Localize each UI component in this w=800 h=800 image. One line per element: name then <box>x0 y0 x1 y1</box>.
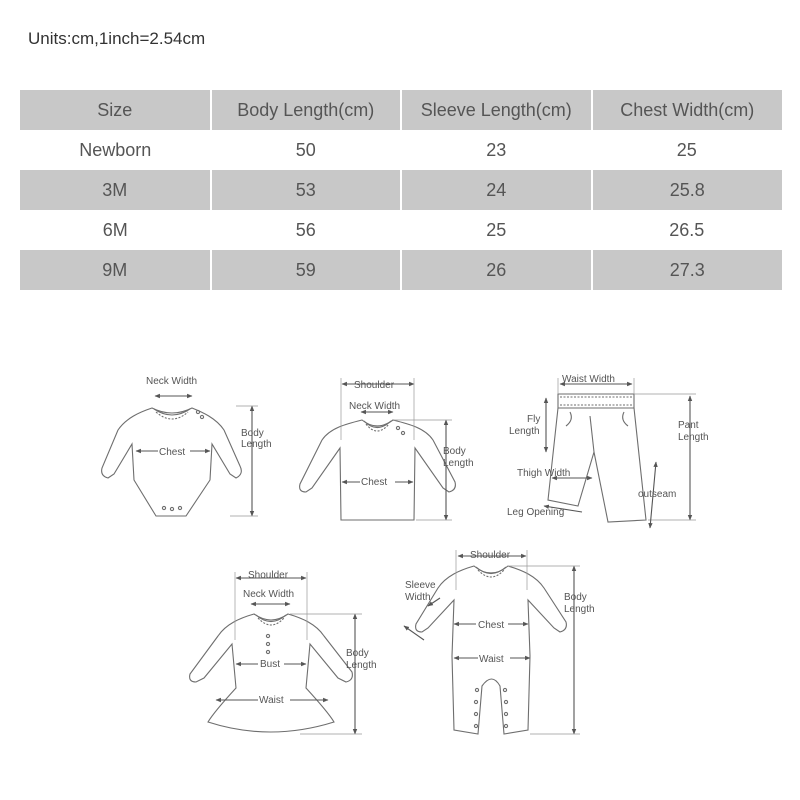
cell-sleeve-length: 23 <box>401 130 592 170</box>
romper-diagram <box>404 550 580 734</box>
cell-size: 6M <box>20 210 211 250</box>
dress-outline <box>190 614 353 732</box>
shirt-outline <box>300 420 456 520</box>
romper-waist-label: Waist <box>479 654 504 665</box>
pants-outline <box>548 408 646 522</box>
romper-width-label: Width <box>405 592 431 603</box>
bodysuit-neck-width-label: Neck Width <box>146 376 198 387</box>
units-note: Units:cm,1inch=2.54cm <box>28 29 206 48</box>
dress-bust-label: Bust <box>260 659 281 670</box>
dress-waist-label: Waist <box>259 695 284 706</box>
romper-shoulder-label: Shoulder <box>470 550 511 561</box>
cell-body-length: 56 <box>211 210 402 250</box>
pants-pant-length-label: Length <box>678 432 709 443</box>
cell-sleeve-length: 25 <box>401 210 592 250</box>
dress-length-label: Length <box>346 660 377 671</box>
shirt-body-label: Body <box>443 446 466 457</box>
cell-chest-width: 26.5 <box>592 210 783 250</box>
header-body-length: Body Length(cm) <box>211 90 402 130</box>
pants-fly-length-label: Length <box>509 426 540 437</box>
shirt-length-label: Length <box>443 458 474 469</box>
cell-body-length: 53 <box>211 170 402 210</box>
shirt-diagram <box>300 378 456 520</box>
shirt-shoulder-label: Shoulder <box>354 380 395 391</box>
cell-chest-width: 27.3 <box>592 250 783 290</box>
cell-body-length: 50 <box>211 130 402 170</box>
pants-outseam-label: outseam <box>638 489 677 500</box>
bodysuit-outline <box>102 408 242 516</box>
pants-thigh-width-label: Thigh Width <box>517 468 571 479</box>
pants-diagram <box>544 378 696 528</box>
romper-body-label: Body <box>564 592 587 603</box>
header-size: Size <box>20 90 211 130</box>
romper-outline <box>416 566 567 734</box>
bodysuit-length-label: Length <box>241 439 272 450</box>
header-sleeve-length: Sleeve Length(cm) <box>401 90 592 130</box>
cell-size: 9M <box>20 250 211 290</box>
pants-waistband <box>558 394 634 408</box>
cell-body-length: 59 <box>211 250 402 290</box>
cell-chest-width: 25 <box>592 130 783 170</box>
cell-size: Newborn <box>20 130 211 170</box>
cell-sleeve-length: 24 <box>401 170 592 210</box>
header-chest-width: Chest Width(cm) <box>592 90 783 130</box>
shirt-neck-width-label: Neck Width <box>349 401 401 412</box>
bodysuit-chest-label: Chest <box>159 447 186 458</box>
pants-pant-label: Pant <box>678 420 699 431</box>
dress-shoulder-label: Shoulder <box>248 570 289 581</box>
pants-waist-width-label: Waist Width <box>562 374 615 385</box>
romper-sleeve-label: Sleeve <box>405 580 436 591</box>
dress-body-label: Body <box>346 648 369 659</box>
bodysuit-body-label: Body <box>241 428 264 439</box>
romper-length-label: Length <box>564 604 595 615</box>
cell-sleeve-length: 26 <box>401 250 592 290</box>
dress-neck-width-label: Neck Width <box>243 589 295 600</box>
romper-chest-label: Chest <box>478 620 505 631</box>
cell-chest-width: 25.8 <box>592 170 783 210</box>
cell-size: 3M <box>20 170 211 210</box>
shirt-chest-label: Chest <box>361 477 388 488</box>
pants-fly-label: Fly <box>527 414 541 425</box>
pants-leg-opening-label: Leg Opening <box>507 507 565 518</box>
